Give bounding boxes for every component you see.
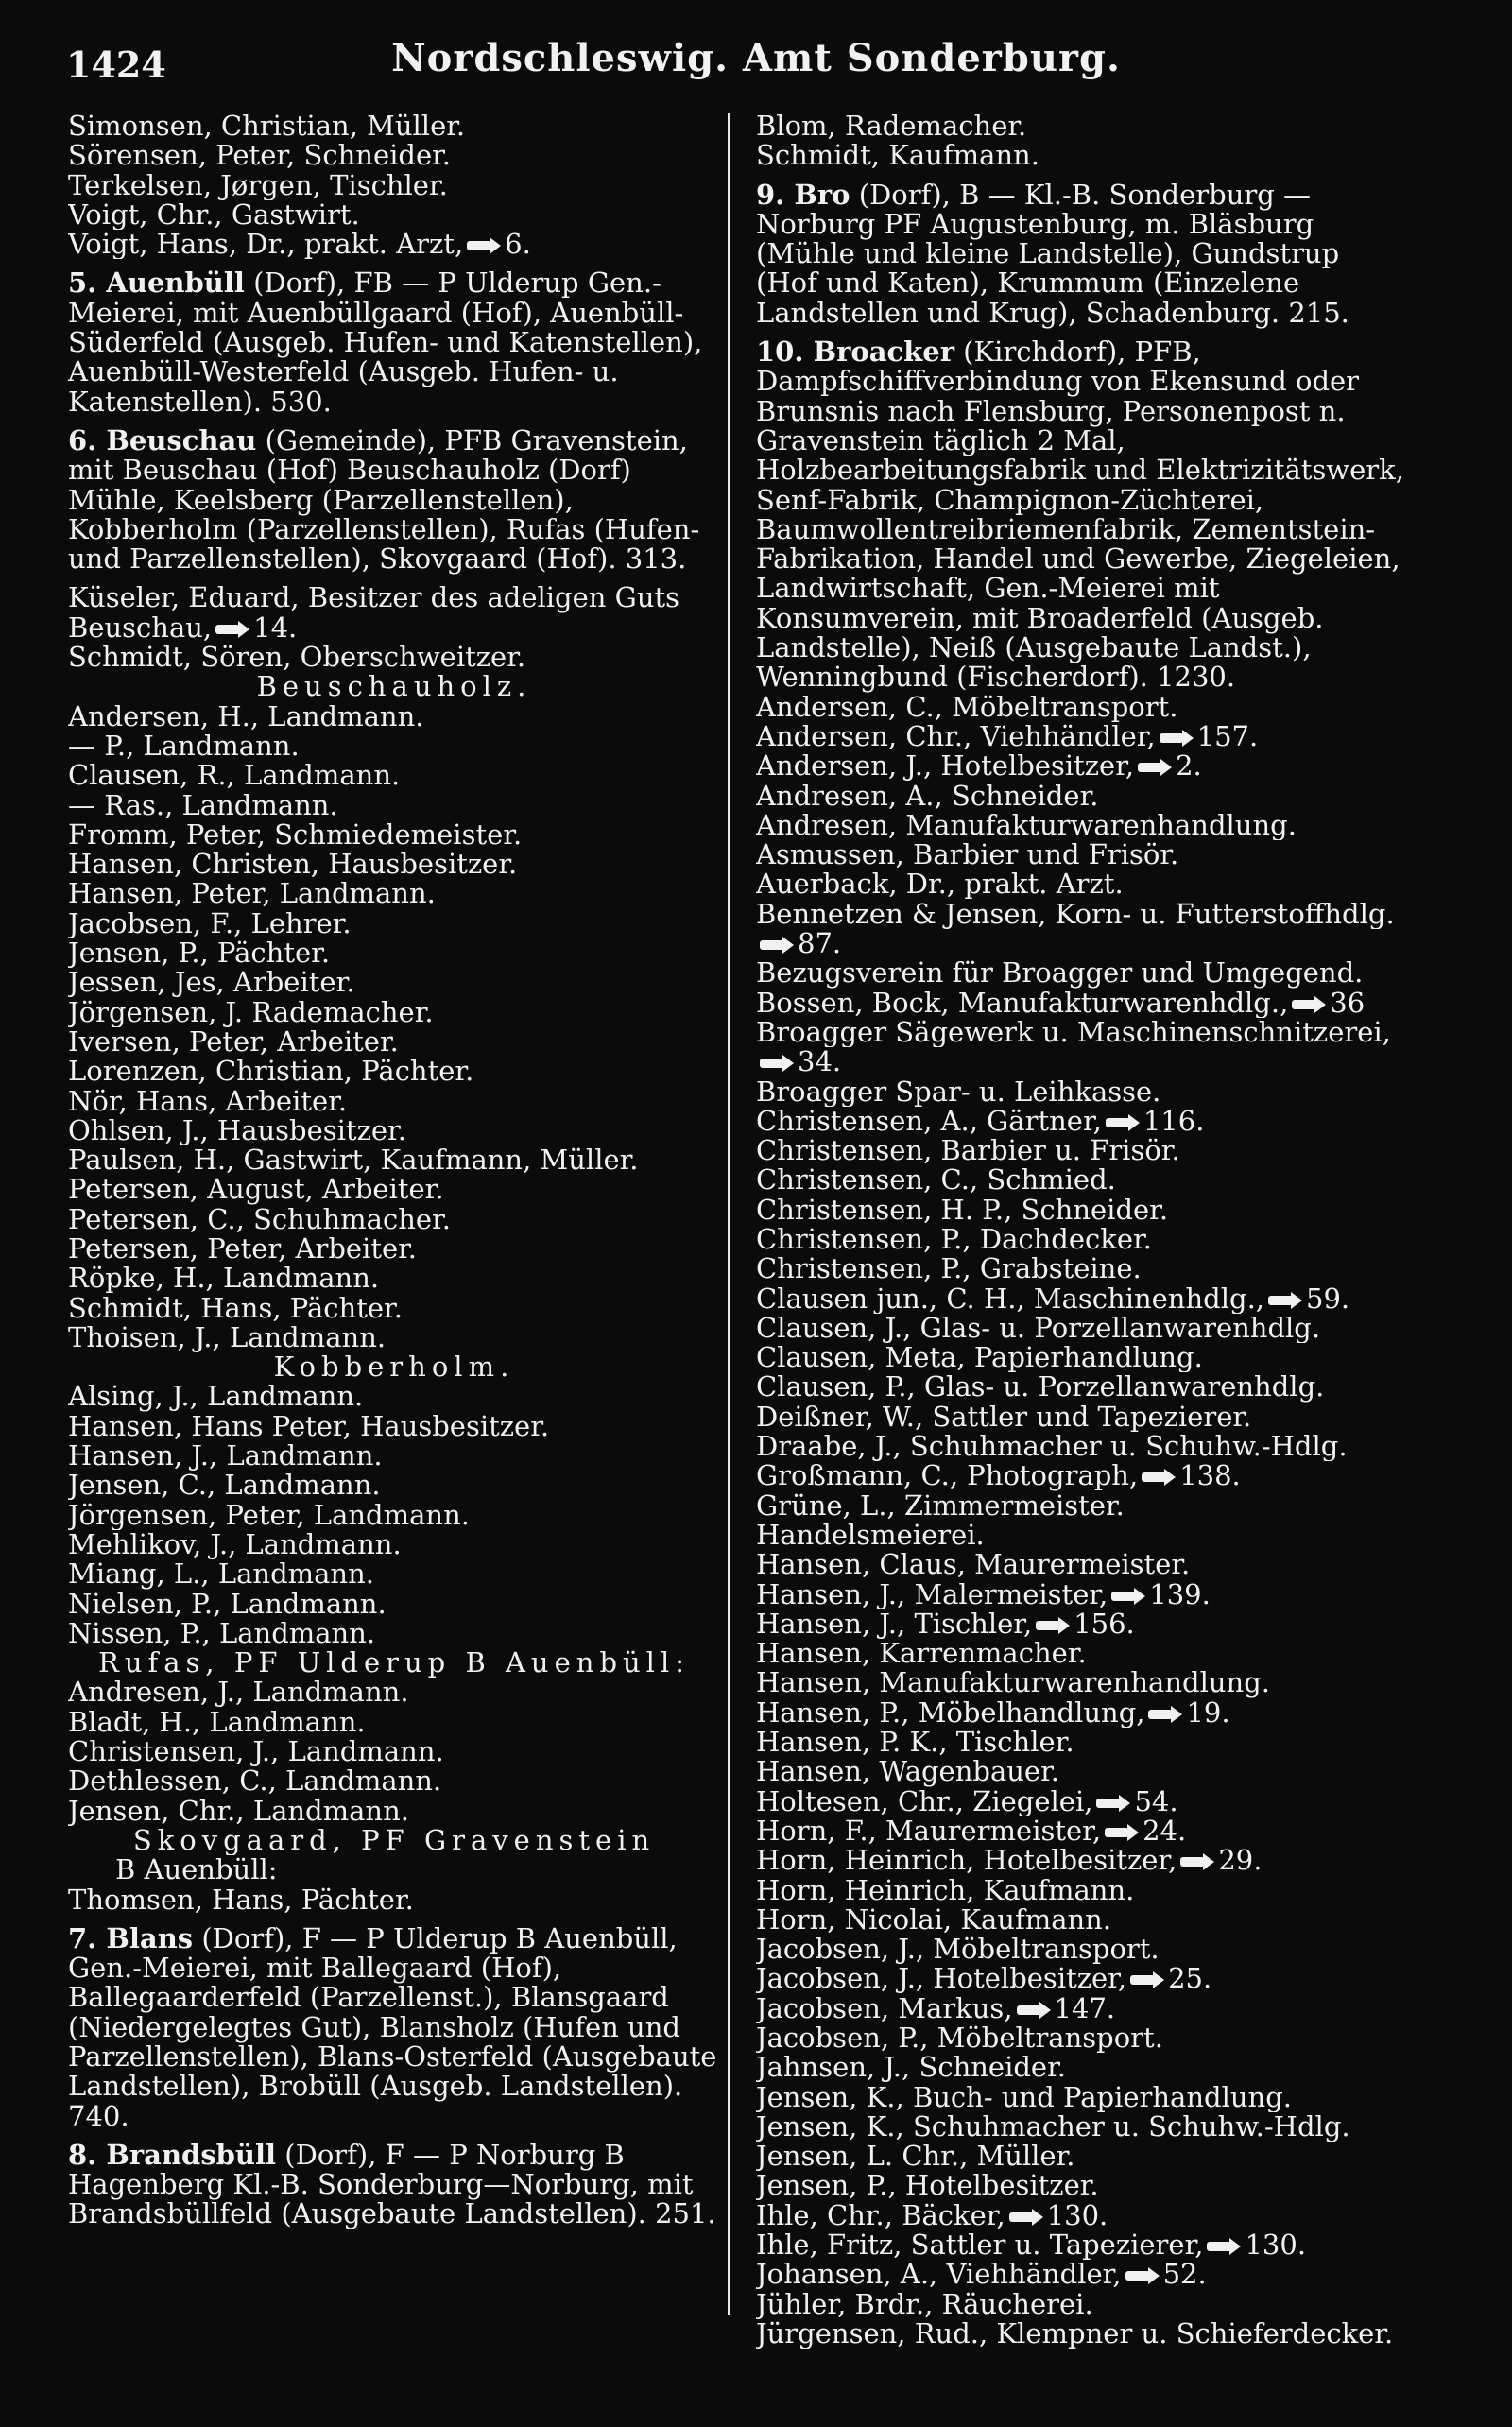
directory-entry: Hansen, Peter, Landmann. [68,879,436,909]
directory-entry: Jensen, L. Chr., Müller. [756,2142,1075,2172]
directory-entry: Hansen, P. K., Tischler. [756,1728,1074,1758]
pointing-hand-icon [467,237,501,254]
directory-entry: Großmann, C., Photograph, 138. [756,1461,1241,1491]
section-number: 6. [68,423,107,456]
subsection-heading-skovgaard: B Auenbüll: [115,1855,278,1885]
directory-entry: Mehlikov, J., Landmann. [68,1529,402,1560]
directory-entry: Jensen, Chr., Landmann. [68,1796,409,1826]
phone-number: 36 [1330,988,1366,1018]
directory-entry: Broagger Sägewerk u. Maschinenschnitzerei, [756,1017,1391,1048]
pointing-hand-icon [1160,730,1194,747]
directory-entry: Hansen, P., Möbelhandlung, 19. [756,1697,1230,1729]
directory-entry: Jensen, K., Schuhmacher u. Schuhw.-Hdlg. [756,2111,1350,2143]
directory-entry: Terkelsen, Jørgen, Tischler. [68,170,448,200]
subsection-heading-rufas: Rufas, PF Ulderup B Auenbüll: [97,1648,691,1678]
section-number: 7. [68,1921,107,1954]
phone-number: 147. [1054,1993,1116,2023]
phone-number: 2. [1176,751,1202,782]
directory-entry: Christensen, J., Landmann. [68,1737,444,1767]
directory-entry: — P., Landmann. [68,731,300,762]
directory-entry: Deißner, W., Sattler und Tapezierer. [756,1402,1252,1433]
phone-number: 19. [1186,1697,1230,1729]
directory-entry: Horn, F., Maurermeister, 24. [756,1816,1187,1847]
directory-entry: Christensen, Barbier u. Frisör. [756,1136,1180,1166]
directory-entry: Nör, Hans, Arbeiter. [68,1086,348,1116]
page-title: Nordschleswig. Amt Sonderburg. [391,36,1121,80]
directory-entry: Christensen, H. P., Schneider. [756,1195,1169,1225]
directory-entry: Bennetzen & Jensen, Korn- u. Futterstoffhdlg. [756,899,1395,930]
place-description: (Dorf), F — P Ulderup B Auenbüll, Gen.-Meierei, mit Ballegaard (Hof), Ballegaarderfeld (Parzellenst.), Blansgaard (Niedergelegtes Gut), Blansholz (Hufen und Parzellenstellen), Blans-Osterfeld (Ausgebaute Landstellen), Brobüll (Ausgeb. Landstellen). 740. [68,1921,717,2132]
directory-entry: Grüne, L., Zimmermeister. [756,1490,1125,1521]
place-name: Broacker [813,336,954,369]
directory-entry: Andersen, C., Möbeltransport. [756,692,1178,722]
directory-entry: Hansen, Christen, Hausbesitzer. [68,850,518,880]
directory-entry: Petersen, C., Schuhmacher. [68,1204,451,1234]
directory-entry: Hansen, Wagenbauer. [756,1757,1059,1787]
directory-entry: Blom, Rademacher. [756,112,1027,142]
place-description: (Kirchdorf), PFB, Dampfschiffverbindung von Ekensund oder Brunsnis nach Flensburg, Personenpost n. Gravenstein täglich 2 Mal, Holzbearbeitungsfabrik und Elektrizitätswerk, Senf-Fabrik, Champignon-Züchterei, Baumwollentreibriemenfabrik, Zementstein-Fabrikation, Handel und Gewerbe, Ziegeleien, Landwirtschaft, Gen.-Meierei mit Konsumverein, mit Broaderfeld (Ausgeb. Landstelle), Neiß (Ausgebaute Landst.), Wenningbund (Fischerdorf). 1230. [756,336,1404,694]
left-column [68,112,720,2229]
directory-entry: Christensen, P., Grabsteine. [756,1254,1142,1284]
directory-entry: Andresen, A., Schneider. [756,781,1099,811]
subsection-heading-skovgaard: Skovgaard, PF Gravenstein [132,1825,656,1856]
pointing-hand-icon [1180,1853,1214,1870]
directory-entry: Asmussen, Barbier und Frisör. [756,840,1179,870]
directory-entry: Horn, Heinrich, Hotelbesitzer, 29. [756,1846,1263,1876]
phone-number: 157. [1196,721,1259,752]
directory-entry: Jacobsen, F., Lehrer. [68,908,352,939]
directory-entry: Jacobsen, Markus, 147. [756,1993,1116,2023]
directory-entry: Clausen, R., Landmann. [68,761,401,791]
place-name: Bro [794,178,850,211]
directory-entry: Paulsen, H., Gastwirt, Kaufmann, Müller. [68,1145,639,1176]
directory-entry: Bossen, Bock, Manufakturwarenhdlg., 36 [756,988,1366,1018]
directory-entry: Jacobsen, J., Hotelbesitzer, 25. [756,1964,1212,1994]
place-name: Brandsbüll [106,2138,277,2171]
directory-entry: Christensen, A., Gärtner, 116. [756,1106,1205,1137]
section-beuschau [68,423,720,576]
directory-entry: Iversen, Peter, Arbeiter. [68,1026,399,1058]
directory-entry: Sörensen, Peter, Schneider. [68,141,452,171]
place-name: Blans [106,1921,194,1954]
directory-entry: Ihle, Chr., Bäcker, 130. [756,2200,1108,2231]
directory-entry: Auerback, Dr., prakt. Arzt. [756,869,1124,900]
pointing-hand-icon [1017,2002,1051,2019]
directory-entry: Christensen, P., Dachdecker. [756,1224,1152,1255]
directory-entry: Jürgensen, Rud., Klempner u. Schieferdecker. [756,2318,1394,2350]
directory-entry: Fromm, Peter, Schmiedemeister. [68,819,523,851]
section-number: 8. [68,2138,107,2171]
phone-number: 139. [1149,1579,1211,1609]
directory-entry: Andresen, J., Landmann. [68,1678,409,1708]
phone-number: 54. [1134,1786,1178,1816]
directory-entry: Bladt, H., Landmann. [68,1707,366,1738]
pointing-hand-icon [1130,1971,1164,1988]
pointing-hand-icon [215,621,249,638]
phone-number: 138. [1179,1461,1241,1491]
pointing-hand-icon [1268,1292,1302,1309]
section-blans [68,1921,720,2132]
pointing-hand-icon [1138,759,1172,776]
directory-entry: Jacobsen, J., Möbeltransport. [756,1935,1160,1965]
pointing-hand-icon [1207,2238,1241,2255]
directory-entry: Thoisen, J., Landmann. [68,1322,387,1353]
directory-entry: Ihle, Fritz, Sattler u. Tapezierer, 130. [756,2230,1307,2261]
column-divider [728,113,730,2315]
directory-entry: Schmidt, Sören, Oberschweitzer. [68,643,526,673]
directory-entry: Hansen, Manufakturwarenhandlung. [756,1668,1270,1698]
page-number: 1424 [66,43,166,86]
pointing-hand-icon [1036,1617,1070,1634]
directory-entry: Draabe, J., Schuhmacher u. Schuhw.-Hdlg. [756,1432,1348,1462]
section-number: 9. [756,178,795,211]
pointing-hand-icon [760,937,794,954]
place-description: (Dorf), F — P Norburg B Hagenberg Kl.-B. Sonderburg—Norburg, mit Brandsbüllfeld (Ausgebaute Landstellen). 251. [68,2138,716,2230]
section-bro [756,178,1408,329]
pointing-hand-icon [760,1055,794,1072]
directory-entry: — Ras., Landmann. [68,790,338,820]
phone-number: 14. [253,611,298,644]
section-broacker [756,337,1408,693]
directory-entry: Hansen, J., Malermeister, 139. [756,1579,1211,1609]
directory-entry: Thomsen, Hans, Pächter. [68,1885,414,1915]
directory-entry: Simonsen, Christian, Müller. [68,112,466,142]
phone-number: 87. [798,929,842,959]
directory-entry: Lorenzen, Christian, Pächter. [68,1057,474,1087]
directory-entry: Jessen, Jes, Arbeiter. [68,968,355,998]
pointing-hand-icon [1009,2209,1043,2226]
page-header [57,17,1455,85]
phone-number: 29. [1218,1846,1263,1876]
directory-entry: Clausen, Meta, Papierhandlung. [756,1343,1203,1373]
directory-entry: Petersen, Peter, Arbeiter. [68,1233,418,1265]
directory-entry: Clausen, P., Glas- u. Porzellanwarenhdlg. [756,1372,1325,1403]
directory-entry: Röpke, H., Landmann. [68,1264,380,1294]
pointing-hand-icon [1096,1795,1130,1812]
place-name: Auenbüll [106,267,245,300]
section-number: 10. [756,336,814,369]
pointing-hand-icon [1292,996,1326,1013]
directory-entry: Horn, Heinrich, Kaufmann. [756,1875,1135,1905]
phone-number: 116. [1143,1106,1205,1137]
pointing-hand-icon [1125,2267,1160,2284]
section-auenbuell [68,268,720,416]
directory-entry: Petersen, August, Arbeiter. [68,1175,444,1205]
pointing-hand-icon [1105,1824,1139,1841]
phone-number: 130. [1245,2230,1307,2261]
directory-entry: Hansen, J., Tischler, 156. [756,1609,1135,1640]
phone-number: 25. [1168,1964,1212,1994]
directory-entry: Schmidt, Hans, Pächter. [68,1293,403,1323]
directory-entry: Voigt, Chr., Gastwirt. [68,199,360,231]
directory-entry: Jensen, C., Landmann. [68,1471,381,1501]
place-description: (Dorf), B — Kl.-B. Sonderburg —Norburg PF Augustenburg, m. Bläsburg (Mühle und kleine Landstelle), Gundstrup (Hof und Katen), Krummum (Einzelene Landstellen und Krug), Schadenburg. 215. [756,178,1349,329]
place-description: (Dorf), FB — P Ulderup Gen.-Meierei, mit Auenbüllgaard (Hof), Auenbüll-Süderfeld (Ausgeb. Hufen- und Katenstellen), Auenbüll-Westerfeld (Ausgeb. Hufen- u. Katenstellen). 530. [68,267,703,418]
phone-number: 130. [1046,2200,1108,2231]
directory-entry: Hansen, Claus, Maurermeister. [756,1550,1191,1580]
right-column [756,112,1408,2349]
directory-entry: Jörgensen, Peter, Landmann. [68,1500,470,1530]
phone-number: 34. [798,1047,842,1077]
directory-entry: Andresen, Manufakturwarenhandlung. [756,810,1297,841]
place-name: Beuschau [106,423,257,456]
section-number: 5. [68,267,107,300]
directory-entry: Andersen, Chr., Viehhändler, 157. [756,721,1259,752]
directory-entry: Clausen jun., C. H., Maschinenhdlg., 59. [756,1283,1350,1314]
directory-entry: Horn, Nicolai, Kaufmann. [756,1904,1112,1936]
phone-number: 6. [505,230,531,260]
phone-number: 59. [1306,1283,1350,1314]
phone-number: 52. [1162,2260,1207,2290]
directory-entry: Hansen, Hans Peter, Hausbesitzer. [68,1411,550,1442]
directory-entry: Jacobsen, P., Möbeltransport. [756,2023,1163,2054]
phone-number: 156. [1074,1609,1135,1640]
pointing-hand-icon [1111,1588,1145,1605]
directory-entry: Andersen, H., Landmann. [68,701,424,732]
place-description: (Gemeinde), PFB Gravenstein, mit Beuschau (Hof) Beuschauholz (Dorf) Mühle, Keelsberg (Parzellenstellen), Kobberholm (Parzellenstellen), Rufas (Hufen- und Parzellenstellen), Skovgaard (Hof). 313. [68,423,700,576]
directory-entry: Miang, L., Landmann. [68,1559,374,1590]
phone-number: 24. [1143,1816,1187,1847]
directory-entry: Schmidt, Kaufmann. [756,141,1040,171]
directory-entry: Jensen, P., Pächter. [68,938,331,969]
directory-entry: Ohlsen, J., Hausbesitzer. [68,1115,406,1146]
directory-entry: Holtesen, Chr., Ziegelei, 54. [756,1786,1178,1816]
directory-entry: Hansen, Karrenmacher. [756,1639,1087,1669]
directory-entry: Jahnsen, J., Schneider. [756,2053,1066,2083]
directory-entry: Andersen, J., Hotelbesitzer, 2. [756,751,1202,782]
directory-entry: Nissen, P., Landmann. [68,1618,376,1649]
subsection-heading-beuschauholz: Beuschauholz. [256,672,532,702]
directory-entry: Jühler, Brdr., Räucherei. [756,2289,1093,2319]
subsection-heading-kobberholm: Kobberholm. [273,1352,515,1383]
directory-entry [756,929,1408,958]
directory-entry: Clausen, J., Glas- u. Porzellanwarenhdlg. [756,1313,1321,1344]
directory-entry: Hansen, J., Landmann. [68,1441,383,1472]
directory-entry: Johansen, A., Viehhändler, 52. [756,2260,1207,2290]
directory-entry: Dethlessen, C., Landmann. [68,1766,442,1797]
directory-entry: Alsing, J., Landmann. [68,1382,364,1412]
directory-entry: Nielsen, P., Landmann. [68,1589,387,1619]
directory-entry: Handelsmeierei. [756,1520,985,1551]
directory-entry: Voigt, Hans, Dr., prakt. Arzt, 6. [68,230,531,260]
directory-entry: Küseler, Eduard, Besitzer des adeligen Guts Beuschau, 14. [68,581,680,644]
directory-entry: Christensen, C., Schmied. [756,1165,1116,1196]
directory-entry: Broagger Spar- u. Leihkasse. [756,1076,1161,1107]
directory-entry: Bezugsverein für Broagger und Umgegend. [756,958,1364,989]
pointing-hand-icon [1142,1469,1176,1486]
directory-entry: Jensen, K., Buch- und Papierhandlung. [756,2082,1292,2112]
directory-entry [756,1047,1408,1076]
pointing-hand-icon [1106,1114,1140,1131]
directory-entry: Jensen, P., Hotelbesitzer. [756,2171,1099,2201]
pointing-hand-icon [1148,1706,1182,1723]
directory-entry: Jörgensen, J. Rademacher. [68,997,434,1027]
section-brandsbuell [68,2138,720,2230]
